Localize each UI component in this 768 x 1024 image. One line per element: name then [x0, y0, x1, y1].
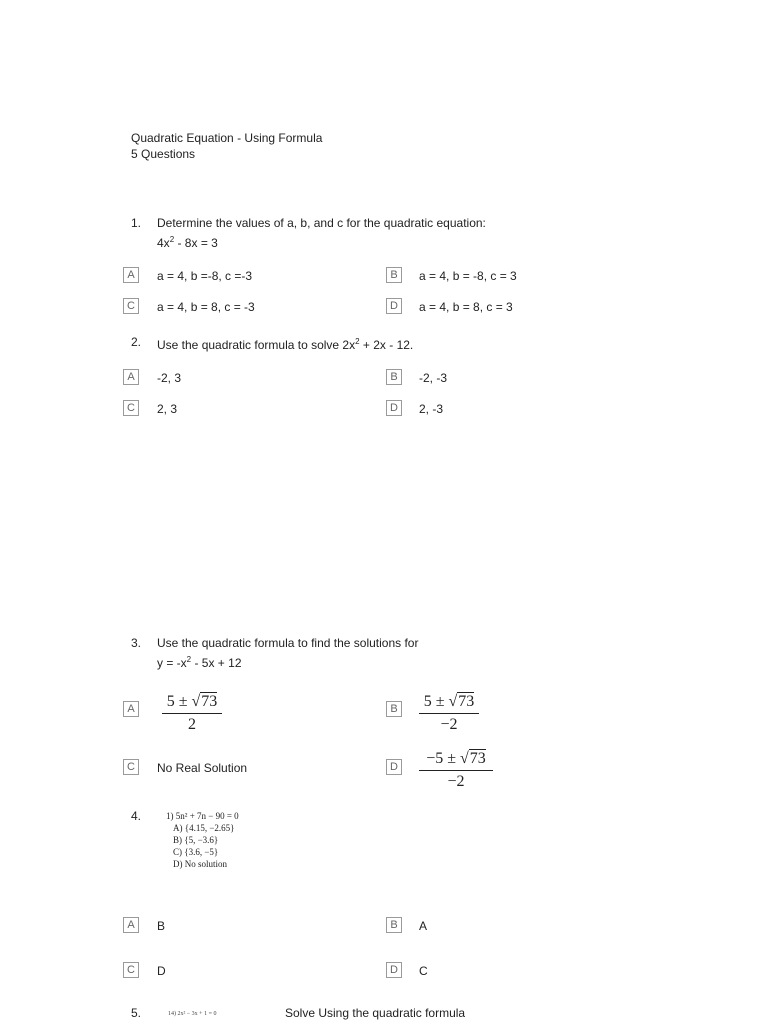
question-text: Determine the values of a, b, and c for the quadratic equation: — [157, 216, 486, 230]
fraction-bar — [419, 770, 493, 771]
option-c-text[interactable]: a = 4, b = 8, c = -3 — [157, 300, 255, 314]
question-number: 3. — [131, 636, 142, 650]
option-b-fraction[interactable] — [419, 692, 479, 735]
option-b-letter[interactable]: B — [386, 917, 402, 933]
question-number: 2. — [131, 335, 142, 349]
option-c-letter[interactable]: C — [123, 759, 139, 775]
question-number: 4. — [131, 809, 142, 823]
option-d-text[interactable]: C — [419, 964, 428, 978]
option-a-text[interactable]: B — [157, 919, 166, 933]
option-c-text[interactable]: No Real Solution — [157, 761, 248, 775]
question-count: 5 Questions — [131, 147, 196, 161]
fraction-numerator: 5 ± √73 — [423, 693, 475, 710]
option-d-letter[interactable]: D — [386, 759, 402, 775]
option-c-letter[interactable]: C — [123, 400, 139, 416]
option-a-letter[interactable]: A — [123, 917, 139, 933]
option-b-letter[interactable]: B — [386, 369, 402, 385]
fraction-denominator: −2 — [440, 716, 458, 733]
question-text: Use the quadratic formula to find the solutions for — [157, 636, 419, 650]
fraction-bar — [162, 713, 222, 714]
question-text: Solve Using the quadratic formula — [285, 1006, 466, 1020]
image-problem-line: 1) 5n² + 7n − 90 = 0 — [166, 811, 239, 821]
option-b-letter[interactable]: B — [386, 267, 402, 283]
option-a-fraction[interactable] — [162, 692, 222, 735]
question-image — [166, 810, 239, 870]
image-choice-b: B) {5, −3.6} — [173, 835, 219, 845]
option-d-letter[interactable]: D — [386, 298, 402, 314]
image-choice-a: A) {4.15, −2.65} — [173, 823, 235, 833]
question-text: Use the quadratic formula to solve $2x^2 + 2x - 12$. — [157, 337, 414, 352]
option-a-text[interactable]: -2, 3 — [157, 371, 182, 385]
option-b-text[interactable]: A — [419, 919, 428, 933]
quiz-title: Quadratic Equation - Using Formula — [131, 131, 323, 145]
question-equation: $4x^2 - 8x = 3$ — [157, 235, 218, 250]
option-b-text[interactable]: -2, -3 — [419, 371, 448, 385]
fraction-denominator: −2 — [447, 773, 465, 790]
option-c-text[interactable]: 2, 3 — [157, 402, 178, 416]
option-c-letter[interactable]: C — [123, 962, 139, 978]
option-b-letter[interactable]: B — [386, 701, 402, 717]
option-d-text[interactable]: a = 4, b = 8, c = 3 — [419, 300, 513, 314]
option-d-text[interactable]: 2, -3 — [419, 402, 444, 416]
option-d-letter[interactable]: D — [386, 400, 402, 416]
image-choice-d: D) No solution — [173, 859, 227, 869]
fraction-bar — [419, 713, 479, 714]
option-b-text[interactable]: a = 4, b = -8, c = 3 — [419, 269, 517, 283]
question-number: 5. — [131, 1006, 142, 1020]
option-d-fraction[interactable] — [419, 749, 493, 792]
option-a-letter[interactable]: A — [123, 701, 139, 717]
question-number: 1. — [131, 216, 142, 230]
option-c-text[interactable]: D — [157, 964, 166, 978]
option-a-letter[interactable]: A — [123, 267, 139, 283]
fraction-numerator: 5 ± √73 — [166, 693, 218, 710]
fraction-numerator: −5 ± √73 — [426, 750, 486, 767]
option-c-letter[interactable]: C — [123, 298, 139, 314]
question-equation: $y = -x^2 - 5x + 12$ — [157, 655, 242, 670]
option-a-letter[interactable]: A — [123, 369, 139, 385]
image-choice-c: C) {3.6, −5} — [173, 847, 219, 857]
option-d-letter[interactable]: D — [386, 962, 402, 978]
option-a-text[interactable]: a = 4, b =-8, c =-3 — [157, 269, 253, 283]
question-image: 14) 2x² − 3x + 1 = 0 — [168, 1011, 217, 1017]
fraction-denominator: 2 — [188, 716, 196, 733]
